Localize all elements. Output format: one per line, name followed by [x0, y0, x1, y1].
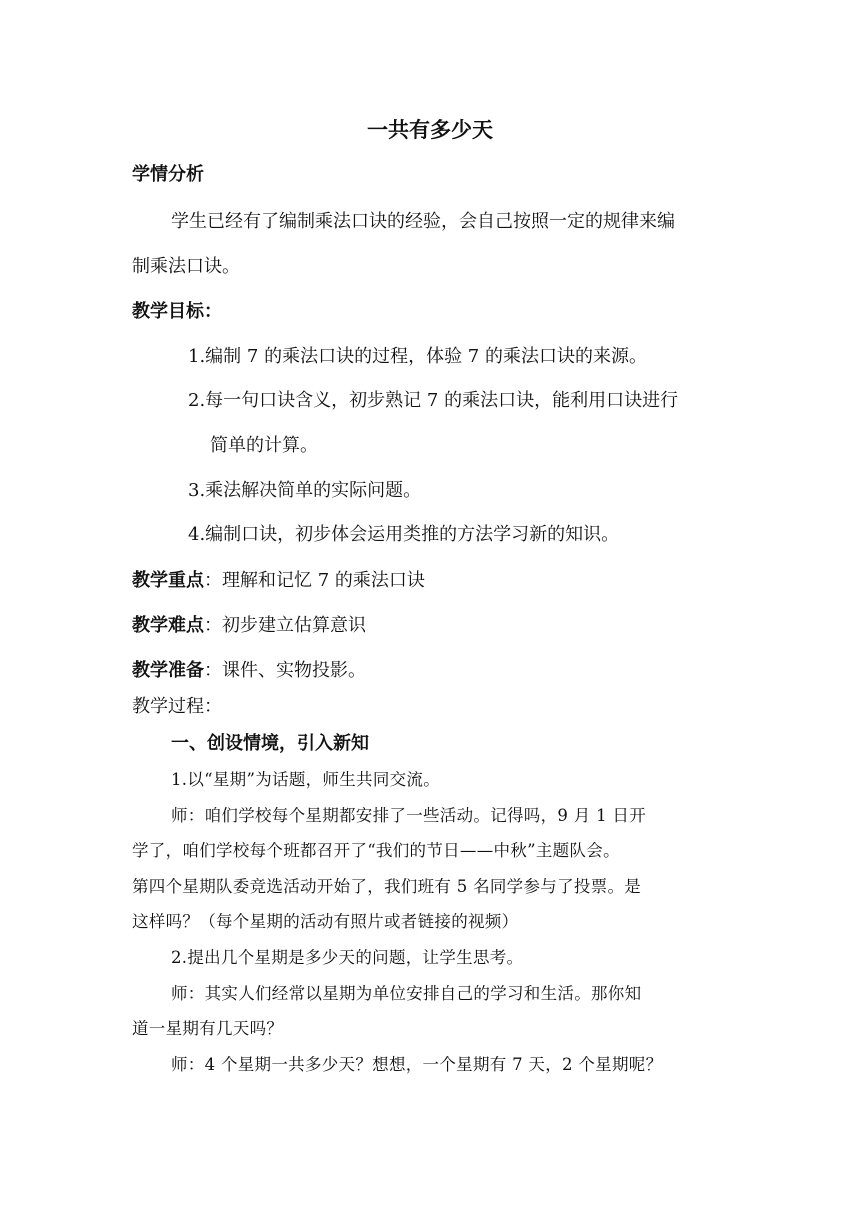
goals-heading: 教学目标： [132, 301, 222, 322]
key-point [132, 566, 425, 592]
process-paragraph-4-line1: 师：其实人们经常以星期为单位安排自己的学习和生活。那你知 [171, 984, 642, 1003]
preparation-label: 教学准备 [132, 660, 204, 681]
process-paragraph-4-line2: 道一星期有几天吗？ [132, 1019, 284, 1038]
process-paragraph-2-line3: 第四个星期队委竞选活动开始了，我们班有 5 名同学参与了投票。是 [132, 877, 642, 896]
process-paragraph-5: 师：4 个星期一共多少天？想想，一个星期有 7 天，2 个星期呢？ [171, 1055, 663, 1074]
document-title: 一共有多少天 [367, 117, 493, 142]
analysis-text-line2: 制乘法口诀。 [132, 256, 240, 277]
goal-item-1: 1.编制 7 的乘法口诀的过程，体验 7 的乘法口诀的来源。 [188, 346, 647, 367]
preparation [132, 656, 366, 682]
process-heading: 教学过程： [132, 696, 222, 717]
difficulty-text: ：初步建立估算意识 [204, 615, 366, 636]
difficulty-label: 教学难点 [132, 615, 204, 636]
process-paragraph-3: 2.提出几个星期是多少天的问题，让学生思考。 [171, 948, 524, 967]
goal-item-2: 2.每一句口诀含义，初步熟记 7 的乘法口诀，能利用口诀进行 [188, 390, 679, 411]
difficulty [132, 611, 366, 637]
preparation-text: ：课件、实物投影。 [204, 660, 366, 681]
goal-item-4: 4.编制口诀，初步体会运用类推的方法学习新的知识。 [188, 524, 620, 545]
goal-item-3: 3.乘法解决简单的实际问题。 [188, 480, 422, 501]
goal-item-2-continued: 简单的计算。 [210, 435, 318, 456]
key-point-label: 教学重点 [132, 570, 204, 591]
process-paragraph-2-line2: 学了，咱们学校每个班都召开了“我们的节日——中秋”主题队会。 [132, 841, 620, 860]
analysis-text-line1: 学生已经有了编制乘法口诀的经验，会自己按照一定的规律来编 [171, 211, 675, 232]
analysis-heading: 学情分析 [132, 164, 204, 185]
process-paragraph-2-line1: 师：咱们学校每个星期都安排了一些活动。记得吗，9 月 1 日开 [171, 806, 647, 825]
process-paragraph-2-line4: 这样吗？（每个星期的活动有照片或者链接的视频） [132, 912, 519, 931]
key-point-text: ：理解和记忆 7 的乘法口诀 [204, 570, 425, 591]
section-1-heading: 一、创设情境，引入新知 [171, 733, 369, 754]
process-paragraph-1: 1.以“星期”为话题，师生共同交流。 [171, 770, 441, 789]
